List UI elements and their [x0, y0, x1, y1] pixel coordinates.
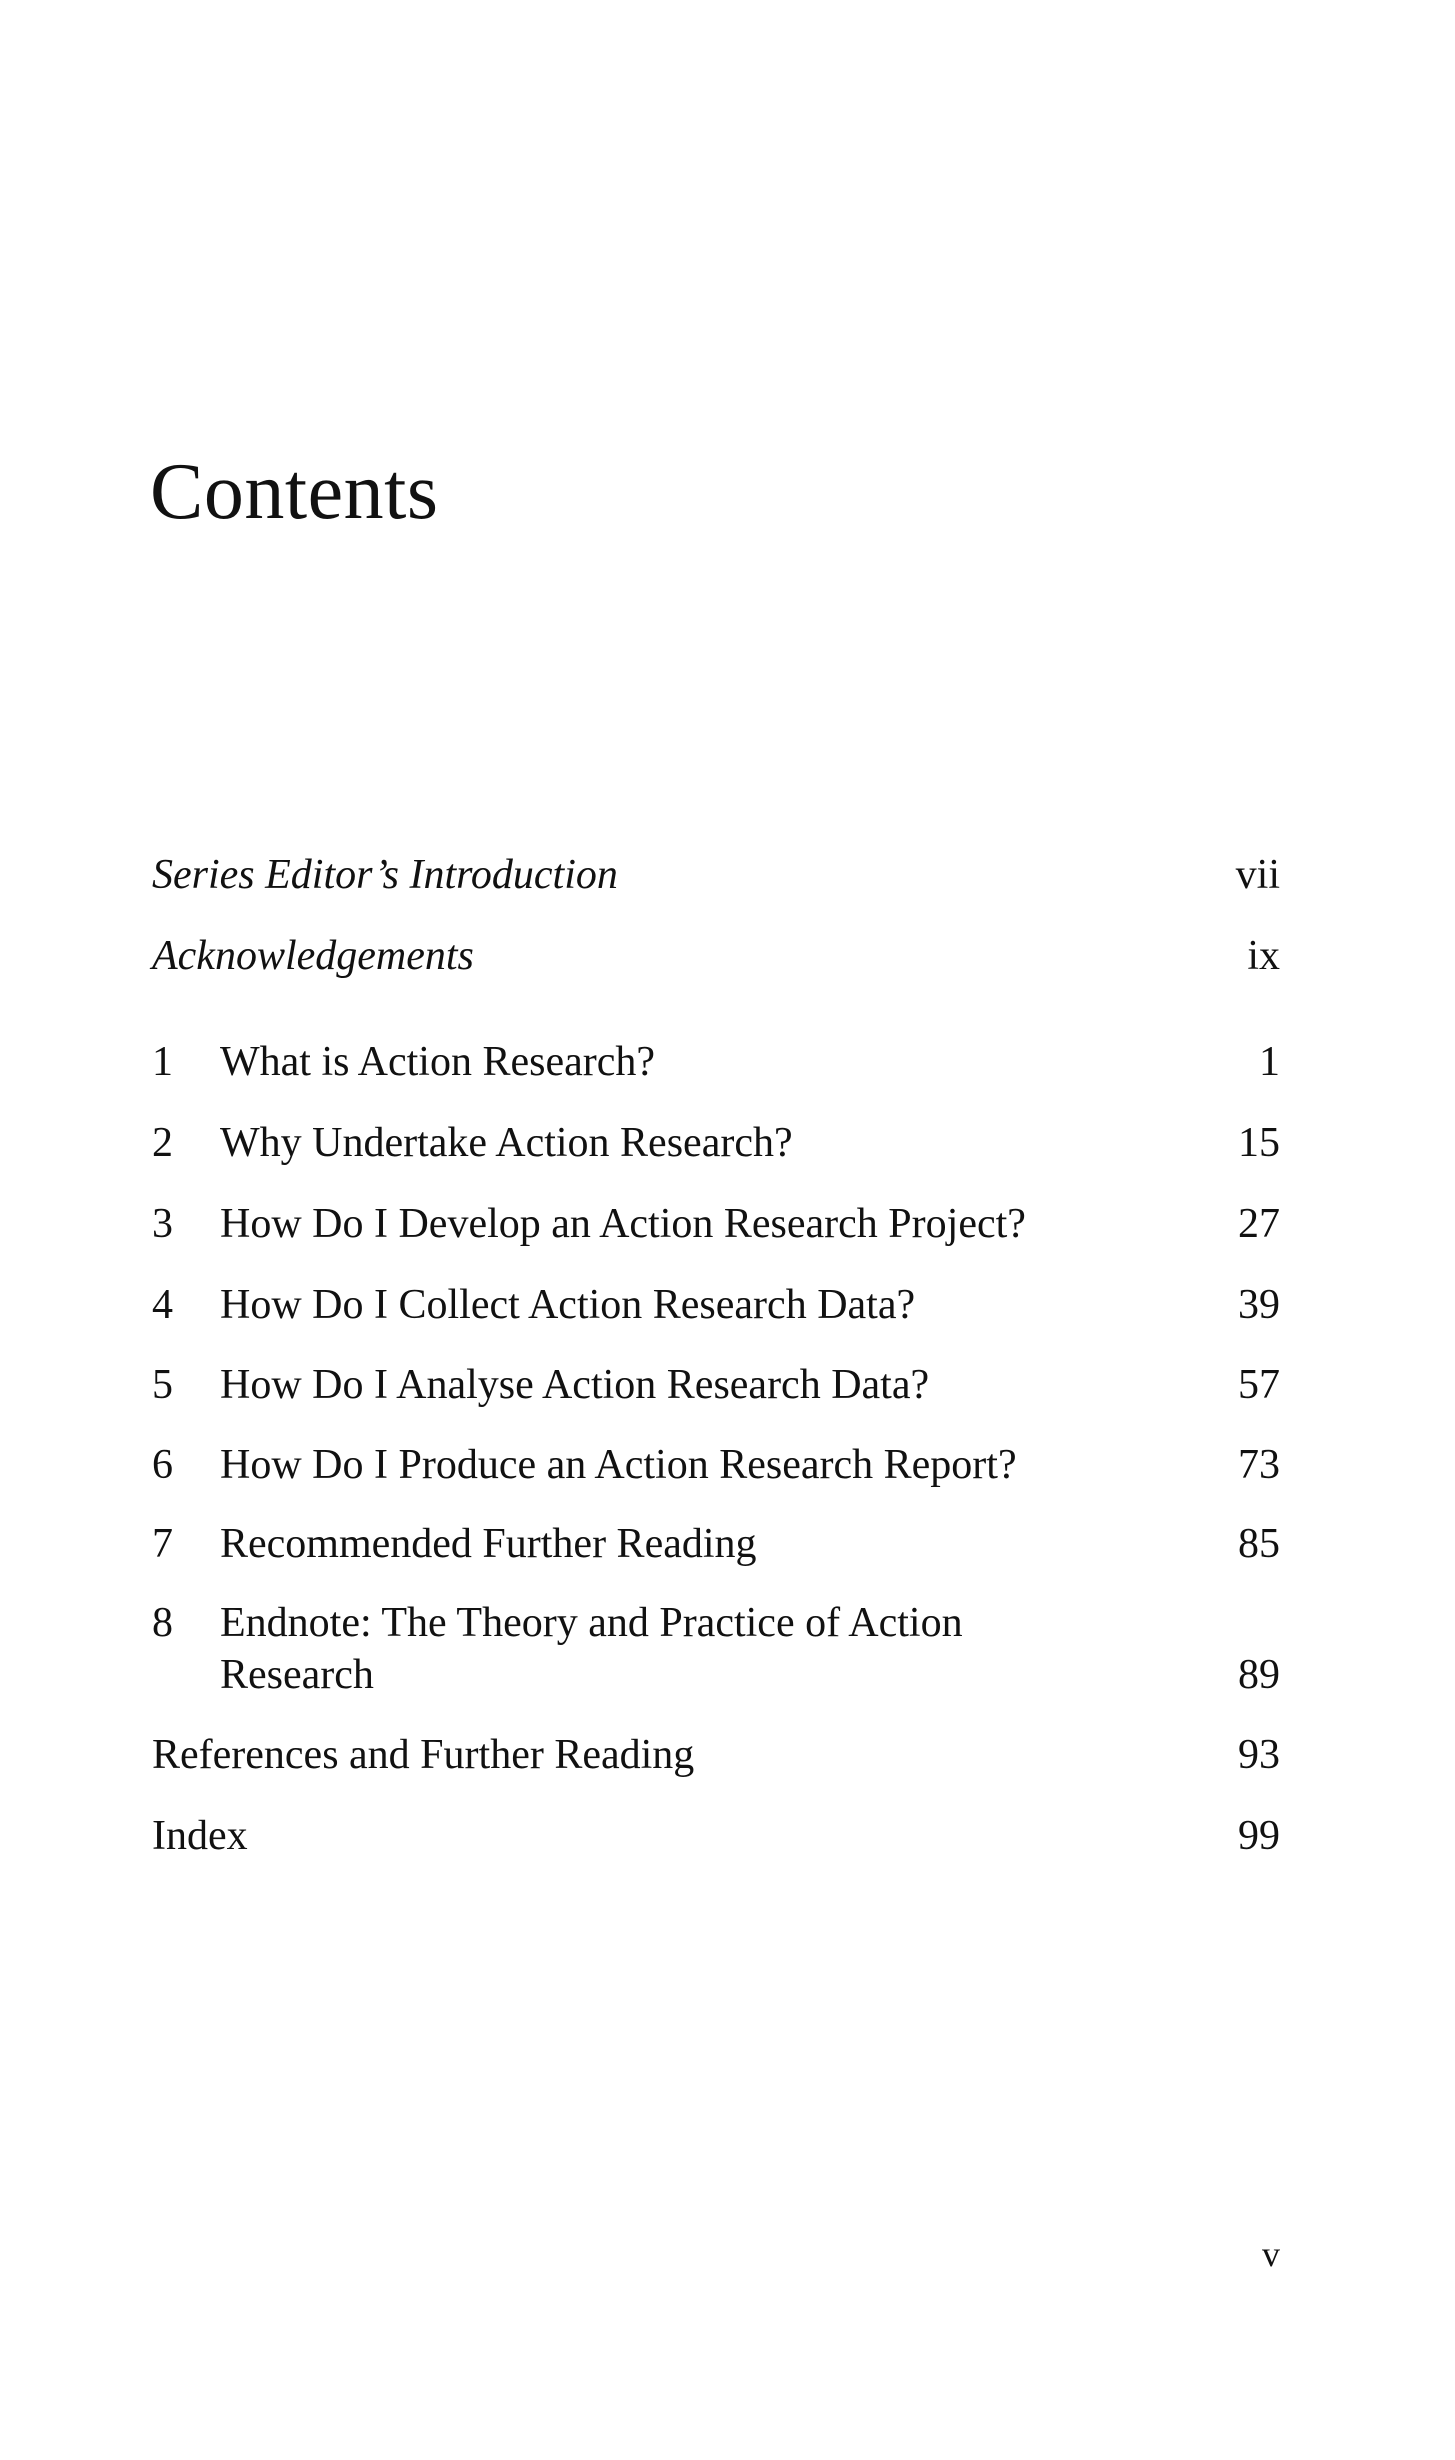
- chapter-title: What is Action Research?: [220, 1039, 656, 1085]
- toc-entry-page-number: 57: [1238, 1362, 1280, 1408]
- chapter-title: How Do I Analyse Action Research Data?: [220, 1362, 930, 1408]
- chapter-title-line-1: Endnote: The Theory and Practice of Action: [220, 1600, 963, 1646]
- chapter-number: 8: [152, 1600, 173, 1646]
- toc-entry-label: Index: [152, 1813, 248, 1859]
- chapter-number: 3: [152, 1201, 173, 1247]
- chapter-title: How Do I Produce an Action Research Report?: [220, 1442, 1017, 1488]
- toc-entry-page-number: 89: [1238, 1652, 1280, 1698]
- toc-entry-page-number: 85: [1238, 1521, 1280, 1567]
- chapter-number: 2: [152, 1120, 173, 1166]
- toc-entry-label: Series Editor’s Introduction: [152, 852, 618, 898]
- page-title: Contents: [150, 447, 439, 536]
- toc-entry-page-number: ix: [1247, 933, 1280, 979]
- toc-entry-page-number: 27: [1238, 1201, 1280, 1247]
- chapter-number: 7: [152, 1521, 173, 1567]
- toc-entry-page-number: 39: [1238, 1282, 1280, 1328]
- toc-entry-label: References and Further Reading: [152, 1732, 695, 1778]
- page-folio: v: [1262, 2234, 1280, 2274]
- chapter-number: 5: [152, 1362, 173, 1408]
- toc-entry-page-number: 15: [1238, 1120, 1280, 1166]
- toc-entry-page-number: 1: [1259, 1039, 1280, 1085]
- chapter-number: 6: [152, 1442, 173, 1488]
- toc-entry-label: Acknowledgements: [152, 933, 474, 979]
- chapter-title: How Do I Develop an Action Research Project?: [220, 1201, 1026, 1247]
- chapter-title-line-2: Research: [220, 1652, 374, 1698]
- toc-entry-page-number: 93: [1238, 1732, 1280, 1778]
- chapter-number: 1: [152, 1039, 173, 1085]
- toc-entry-page-number: 73: [1238, 1442, 1280, 1488]
- chapter-title: How Do I Collect Action Research Data?: [220, 1282, 916, 1328]
- toc-entry-page-number: 99: [1238, 1813, 1280, 1859]
- chapter-title: [220, 1597, 1220, 1701]
- chapter-title: Recommended Further Reading: [220, 1521, 757, 1567]
- chapter-number: 4: [152, 1282, 173, 1328]
- chapter-title: Why Undertake Action Research?: [220, 1120, 793, 1166]
- toc-entry-page-number: vii: [1235, 852, 1280, 898]
